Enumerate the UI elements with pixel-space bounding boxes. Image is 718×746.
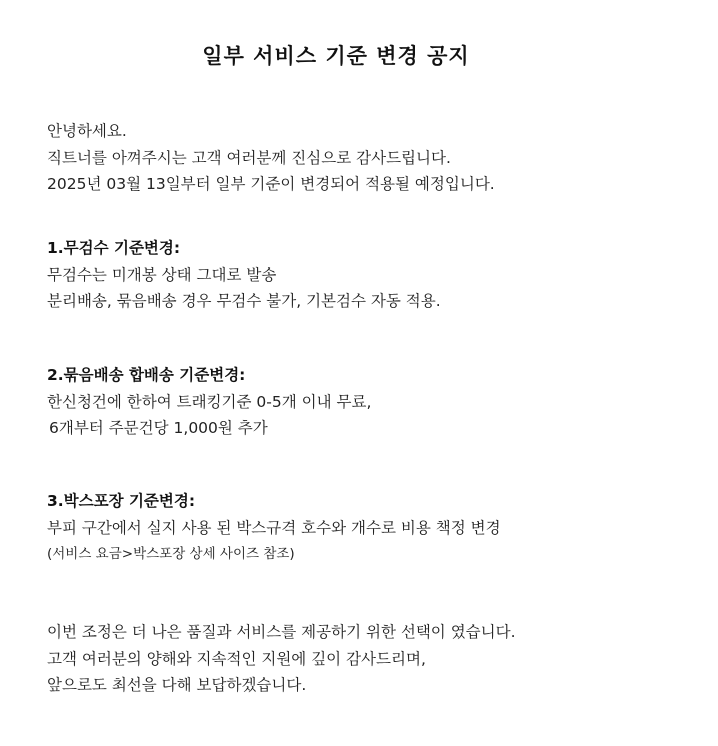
- closing-line: 앞으로도 최선을 다해 보답하겠습니다.: [47, 676, 307, 694]
- section-note: (서비스 요금>박스포장 상세 사이즈 참조): [47, 546, 295, 562]
- section-line: 분리배송, 묶음배송 경우 무검수 불가, 기본검수 자동 적용.: [47, 292, 441, 310]
- closing-line: 이번 조정은 더 나은 품질과 서비스를 제공하기 위한 선택이 였습니다.: [47, 623, 516, 641]
- section-heading: 1.무검수 기준변경:: [47, 239, 181, 257]
- section-line: 무검수는 미개봉 상태 그대로 발송: [47, 265, 277, 284]
- greeting-line: 2025년 03월 13일부터 일부 기준이 변경되어 적용될 예정입니다.: [47, 175, 495, 193]
- greeting-line: 직트너를 아껴주시는 고객 여러분께 진심으로 감사드립니다.: [47, 148, 451, 167]
- section-line: 부피 구간에서 실지 사용 된 박스규격 호수와 개수로 비용 책정 변경: [47, 518, 501, 537]
- section-line: 한신청건에 한하여 트래킹기준 0-5개 이내 무료,: [47, 392, 372, 411]
- section-heading: 2.묶음배송 합배송 기준변경:: [47, 366, 246, 384]
- closing-line: 고객 여러분의 양해와 지속적인 지원에 깊이 감사드리며,: [47, 649, 426, 668]
- section-box-packing: [47, 488, 707, 568]
- greeting-paragraph: [47, 118, 707, 198]
- section-bundle-shipping: [47, 362, 707, 442]
- section-line: 6개부터 주문건당 1,000원 추가: [49, 419, 268, 437]
- section-heading: 3.박스포장 기준변경:: [47, 492, 196, 510]
- closing-paragraph: [47, 619, 707, 699]
- section-no-inspection: [47, 235, 707, 315]
- greeting-line: 안녕하세요.: [47, 122, 127, 140]
- notice-title: 일부 서비스 기준 변경 공지: [202, 44, 470, 68]
